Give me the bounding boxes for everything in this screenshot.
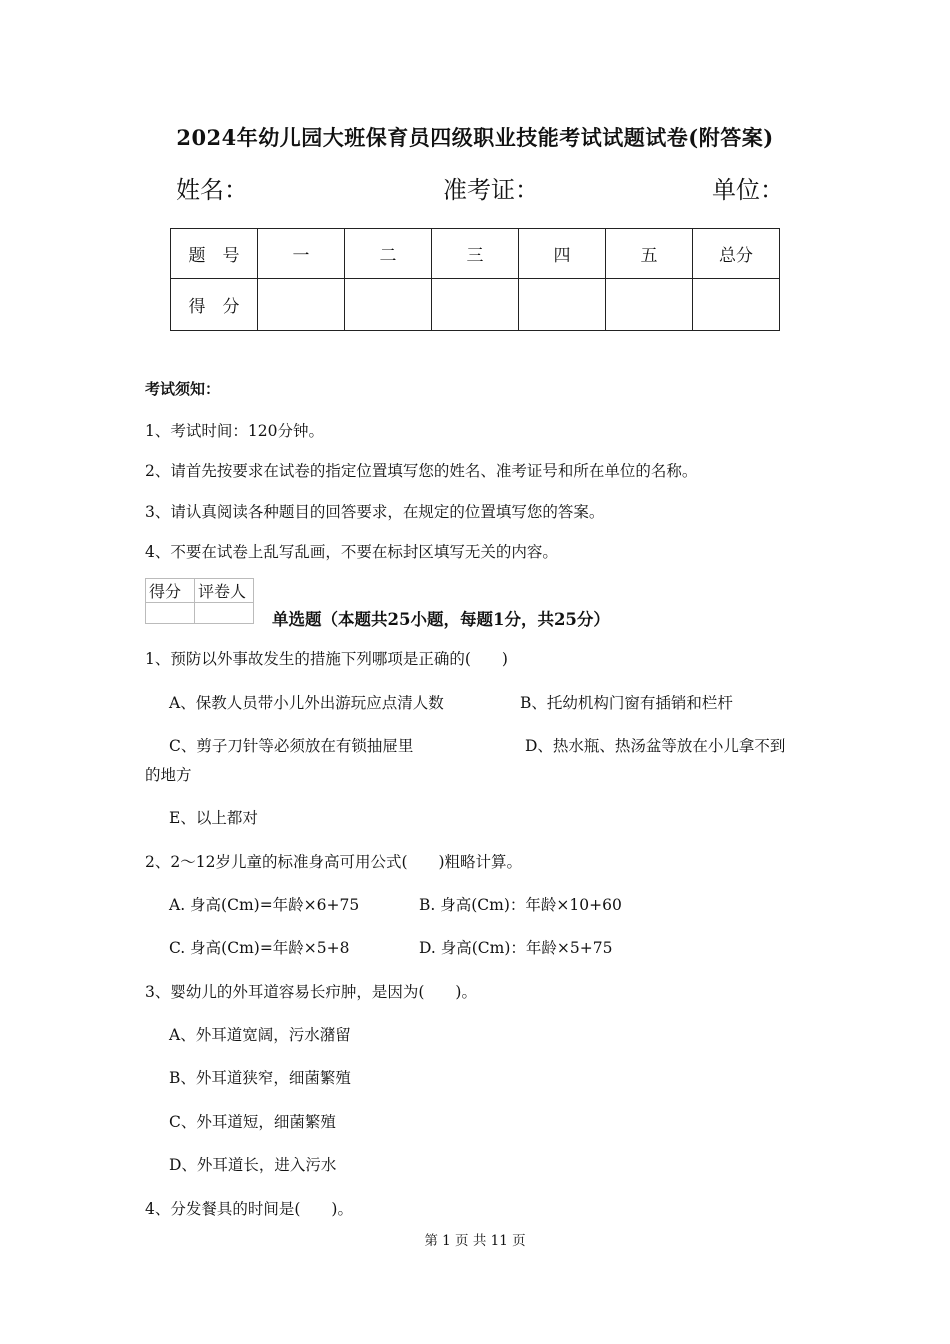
question-stem: 1、预防以外事故发生的措施下列哪项是正确的( ) (145, 650, 508, 668)
question-stem: 3、婴幼儿的外耳道容易长疖肿，是因为( )。 (145, 983, 477, 1001)
option-continuation: 的地方 (145, 766, 192, 784)
grader-name-cell[interactable] (195, 603, 254, 624)
notice-item: 3、请认真阅读各种题目的回答要求，在规定的位置填写您的答案。 (145, 503, 605, 521)
option[interactable]: B、托幼机构门窗有插销和栏杆 (520, 694, 733, 712)
option[interactable]: A. 身高(Cm)=年龄×6+75 (169, 896, 360, 914)
score-input-cell[interactable] (345, 279, 432, 331)
notice-heading: 考试须知： (145, 380, 221, 398)
score-table-score-row (171, 279, 780, 331)
option[interactable]: A、保教人员带小儿外出游玩应点清人数 (169, 694, 444, 712)
score-table-header-row (171, 229, 780, 279)
option[interactable]: B. 身高(Cm)：年龄×10+60 (419, 896, 622, 914)
page-footer: 第 1 页 共 11 页 (424, 1233, 526, 1249)
notice-item: 1、考试时间：120分钟。 (145, 422, 324, 440)
page-title: 2024年幼儿园大班保育员四级职业技能考试试题试卷(附答案) (176, 125, 774, 150)
score-table-cell: 三 (432, 229, 519, 279)
unit-label: 单位： (712, 176, 784, 204)
score-table-cell: 四 (519, 229, 606, 279)
notice-item: 4、不要在试卷上乱写乱画，不要在标封区填写无关的内容。 (145, 543, 558, 561)
option[interactable]: D、热水瓶、热汤盆等放在小儿拿不到 (525, 737, 786, 755)
option[interactable]: C、剪子刀针等必须放在有锁抽屉里 (169, 737, 414, 755)
score-input-cell[interactable] (519, 279, 606, 331)
option[interactable]: E、以上都对 (169, 809, 258, 827)
score-input-cell[interactable] (606, 279, 693, 331)
section-title: 单选题（本题共25小题，每题1分，共25分） (272, 610, 610, 629)
score-table (170, 228, 780, 331)
grader-box (145, 578, 254, 624)
grader-name-label: 评卷人 (195, 579, 254, 603)
score-table-cell: 一 (258, 229, 345, 279)
option[interactable]: C、外耳道短，细菌繁殖 (169, 1113, 336, 1131)
option[interactable]: C. 身高(Cm)=年龄×5+8 (169, 939, 350, 957)
name-label: 姓名： (176, 176, 248, 204)
question-stem: 2、2～12岁儿童的标准身高可用公式( )粗略计算。 (145, 853, 523, 871)
option[interactable]: D. 身高(Cm)：年龄×5+75 (419, 939, 613, 957)
option[interactable]: D、外耳道长，进入污水 (169, 1156, 337, 1174)
option[interactable]: B、外耳道狭窄，细菌繁殖 (169, 1069, 351, 1087)
notice-item: 2、请首先按要求在试卷的指定位置填写您的姓名、准考证号和所在单位的名称。 (145, 462, 698, 480)
score-table-cell: 五 (606, 229, 693, 279)
score-input-cell[interactable] (432, 279, 519, 331)
score-table-cell: 总分 (693, 229, 780, 279)
score-table-cell: 二 (345, 229, 432, 279)
score-input-cell[interactable] (693, 279, 780, 331)
exam-id-label: 准考证： (443, 176, 539, 204)
score-table-cell: 题 号 (171, 229, 258, 279)
option[interactable]: A、外耳道宽阔，污水潴留 (169, 1026, 351, 1044)
score-table-cell: 得 分 (171, 279, 258, 331)
score-input-cell[interactable] (258, 279, 345, 331)
grader-score-cell[interactable] (146, 603, 195, 624)
grader-score-label: 得分 (146, 579, 195, 603)
question-stem: 4、分发餐具的时间是( )。 (145, 1200, 353, 1218)
